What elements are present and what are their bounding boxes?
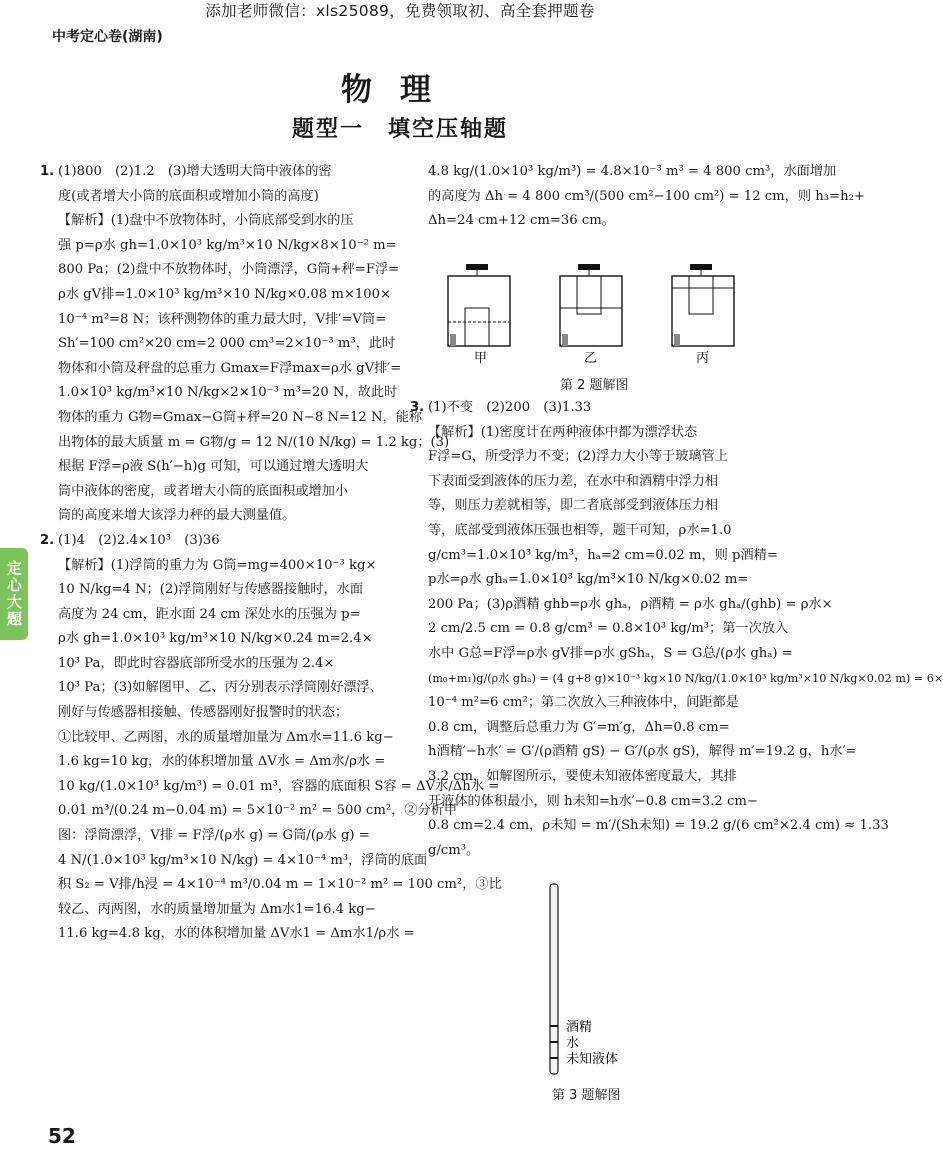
- text-line: 1.0×10³ kg/m³×10 N/kg×2×10⁻³ m³=20 N，故此时: [58, 385, 398, 401]
- text-line: 开液体的体积最小，则 h未知=h水′−0.8 cm=3.2 cm−: [428, 793, 758, 809]
- text-line: 2. (1)4 (2)2.4×10³ (3)36: [58, 529, 410, 554]
- text-line: g/cm³。: [428, 842, 480, 858]
- text-line: 度(或者增大小筒的底面积或增加小筒的高度): [58, 188, 319, 204]
- page-number: 52: [48, 1124, 76, 1148]
- fig2-container-jia: [448, 264, 510, 346]
- text-line: p水=ρ水 ghₐ=1.0×10³ kg/m³×10 N/kg×0.02 m=: [428, 572, 749, 588]
- text-line: 10³ Pa，即此时容器底部所受水的压强为 2.4×: [58, 655, 335, 671]
- text-line: 0.8 cm=2.4 cm，ρ未知 = m′/(Sh未知) = 19.2 g/(6 cm²×2.4 cm) ≈ 1.33: [428, 818, 889, 834]
- top-banner: 添加老师微信：xls25089，免费领取初、高全套押题卷: [205, 2, 595, 20]
- fig2-label-yi: 乙: [584, 351, 598, 366]
- fig2-container-yi: [560, 264, 622, 346]
- text-line: 800 Pa；(2)盘中不放物体时，小筒漂浮，G筒+秤=F浮=: [58, 262, 400, 278]
- fig2-container-bing: [672, 264, 734, 346]
- text-line: 下表面受到液体的压力差，在水中和酒精中浮力相: [428, 473, 719, 489]
- text-line: 10 N/kg=4 N；(2)浮筒刚好与传感器接触时，水面: [58, 582, 364, 598]
- text-line: 11.6 kg=4.8 kg，水的体积增加量 ΔV水1 = Δm水1/ρ水 =: [58, 926, 415, 942]
- text-line: Δh=24 cm+12 cm=36 cm。: [428, 213, 615, 229]
- text-line: 3.2 cm，如解图所示，要使未知液体密度最大，其排: [428, 768, 737, 784]
- text-line: 2 cm/2.5 cm = 0.8 g/cm³ = 0.8×10³ kg/m³；第一次放入: [428, 621, 789, 637]
- text-line: 0.8 cm，调整后总重力为 G′=m′g，Δh=0.8 cm=: [428, 719, 730, 735]
- question-number: 1.: [40, 164, 55, 179]
- text-line: 10⁻⁴ m²=6 cm²；第二次放入三种液体中，间距都是: [428, 695, 739, 711]
- text-line: 1.6 kg=10 kg，水的体积增加量 ΔV水 = Δm水/ρ水 =: [58, 754, 386, 770]
- text-line: Sh′=100 cm²×20 cm=2 000 cm³=2×10⁻³ m³，此时: [58, 336, 396, 352]
- text-line: 筒的高度来增大该浮力秤的最大测量值。: [58, 508, 296, 524]
- text-line: F浮=G，所受浮力不变；(2)浮力大小等于玻璃管上: [428, 449, 728, 465]
- text-line: (m₀+m₁)g/(ρ水 ghₐ) = (4 g+8 g)×10⁻³ kg×10 N/kg/(1.0×10³ kg/m³×10 N/kg×0.02 m) = 6×: [428, 671, 943, 685]
- text-line: 物体的重力 G物=Gmax−G筒+秤=20 N−8 N=12 N，能称: [58, 409, 423, 425]
- question-number: 3.: [410, 400, 425, 415]
- text-line: 【解析】(1)浮筒的重力为 G筒=mg=400×10⁻³ kg×: [58, 557, 377, 573]
- section-title: 题型一 填空压轴题: [291, 117, 508, 142]
- text-line: 筒中液体的密度，或者增大小筒的底面积或增加小: [58, 483, 349, 499]
- fig3-diagram: [530, 880, 680, 1080]
- right-column-top: [428, 160, 865, 234]
- fig2-caption: 第 2 题解图: [560, 378, 629, 393]
- fig3-label-unknown: 未知液体: [566, 1052, 619, 1067]
- text-line: 的高度为 Δh = 4 800 cm³/(500 cm²−100 cm²) = 12 cm，则 h₃=h₂+: [428, 188, 865, 204]
- fig3-caption: 第 3 题解图: [552, 1088, 621, 1103]
- text-line: 图：浮筒漂浮，V排 = F浮/(ρ水 g) = G筒/(ρ水 g) =: [58, 828, 370, 844]
- fig2-label-bing: 丙: [696, 351, 710, 366]
- fig3-label-alcohol: 酒精: [566, 1020, 593, 1035]
- text-line: 10 kg/(1.0×10³ kg/m³) = 0.01 m³，容器的底面积 S容 = ΔV水/Δh水 =: [58, 778, 500, 794]
- text-line: 10³ Pa；(3)如解图甲、乙、丙分别表示浮筒刚好漂浮、: [58, 680, 383, 696]
- text-line: ①比较甲、乙两图，水的质量增加量为 Δm水=11.6 kg−: [58, 729, 394, 745]
- question-number: 2.: [40, 532, 55, 548]
- text-line: ρ水 gh=1.0×10³ kg/m³×10 N/kg×0.24 m=2.4×: [58, 631, 373, 647]
- text-line: 3. (1)不变 (2)200 (3)1.33: [428, 396, 773, 421]
- text-line: 【解析】(1)密度计在两种液体中都为漂浮状态: [428, 424, 698, 440]
- text-line: 高度为 24 cm，距水面 24 cm 深处水的压强为 p=: [58, 606, 361, 622]
- text-line: 等，则压力差就相等，即二者底部受到液体压力相: [428, 498, 719, 514]
- text-line: 水中 G总=F浮=ρ水 gV排=ρ水 gShₐ，S = G总/(ρ水 ghₐ) =: [428, 645, 793, 661]
- text-line: 刚好与传感器相接触、传感器刚好报警时的状态；: [58, 705, 349, 721]
- right-column-bottom: [410, 396, 943, 863]
- text-line: 1. (1)800 (2)1.2 (3)增大透明大筒中液体的密: [58, 160, 410, 185]
- text-line: h酒精′−h水′ = G′/(ρ酒精 gS) − G′/(ρ水 gS)，解得 m′=19.2 g，h水′=: [428, 744, 857, 760]
- text-line: 积 S₂ = V排/h浸 = 4×10⁻⁴ m³/0.04 m = 1×10⁻² m² = 100 cm²，③比: [58, 877, 502, 893]
- fig2-label-jia: 甲: [474, 351, 488, 366]
- text-line: 较乙、丙两图，水的质量增加量为 Δm水1=16.4 kg−: [58, 901, 376, 917]
- text-line: 等，底部受到液体压强也相等，题干可知，ρ水=1.0: [428, 522, 732, 538]
- text-line: ρ水 gV排=1.0×10³ kg/m³×10 N/kg×0.08 m×100×: [58, 286, 392, 302]
- text-line: 【解析】(1)盘中不放物体时，小筒底部受到水的压: [58, 213, 354, 229]
- fig3-label-water: 水: [566, 1036, 580, 1051]
- page-title: 物理: [341, 72, 459, 108]
- text-line: 根据 F浮=ρ液 S(h′−h)g 可知，可以通过增大透明大: [58, 459, 369, 475]
- text-line: 200 Pa；(3)ρ酒精 ghb=ρ水 ghₐ，ρ酒精 = ρ水 ghₐ/(ghb) = ρ水×: [428, 596, 833, 612]
- fig2-diagram: [440, 262, 770, 372]
- header-label: 中考定心卷(湖南): [52, 29, 163, 45]
- text-line: 0.01 m³/(0.24 m−0.04 m) = 5×10⁻² m² = 500 cm²，②分析甲: [58, 803, 458, 819]
- text-line: 4.8 kg/(1.0×10³ kg/m³) = 4.8×10⁻³ m³ = 4 800 cm³，水面增加: [428, 164, 837, 179]
- text-line: 出物体的最大质量 m = G物/g = 12 N/(10 N/kg) = 1.2 kg；(3): [58, 434, 450, 450]
- text-line: 10⁻⁴ m²=8 N；该秤测物体的重力最大时，V排′=V筒=: [58, 311, 387, 327]
- text-line: 物体和小筒及秤盘的总重力 Gmax=F浮max=ρ水 gV排′=: [58, 360, 402, 376]
- text-line: 强 p=ρ水 gh=1.0×10³ kg/m³×10 N/kg×8×10⁻² m=: [58, 237, 397, 253]
- text-line: 4 N/(1.0×10³ kg/m³×10 N/kg) = 4×10⁻⁴ m³，浮筒的底面: [58, 852, 428, 868]
- text-line: g/cm³=1.0×10³ kg/m³，hₐ=2 cm=0.02 m，则 p酒精=: [428, 547, 778, 563]
- side-tab: 定心大题: [0, 548, 28, 640]
